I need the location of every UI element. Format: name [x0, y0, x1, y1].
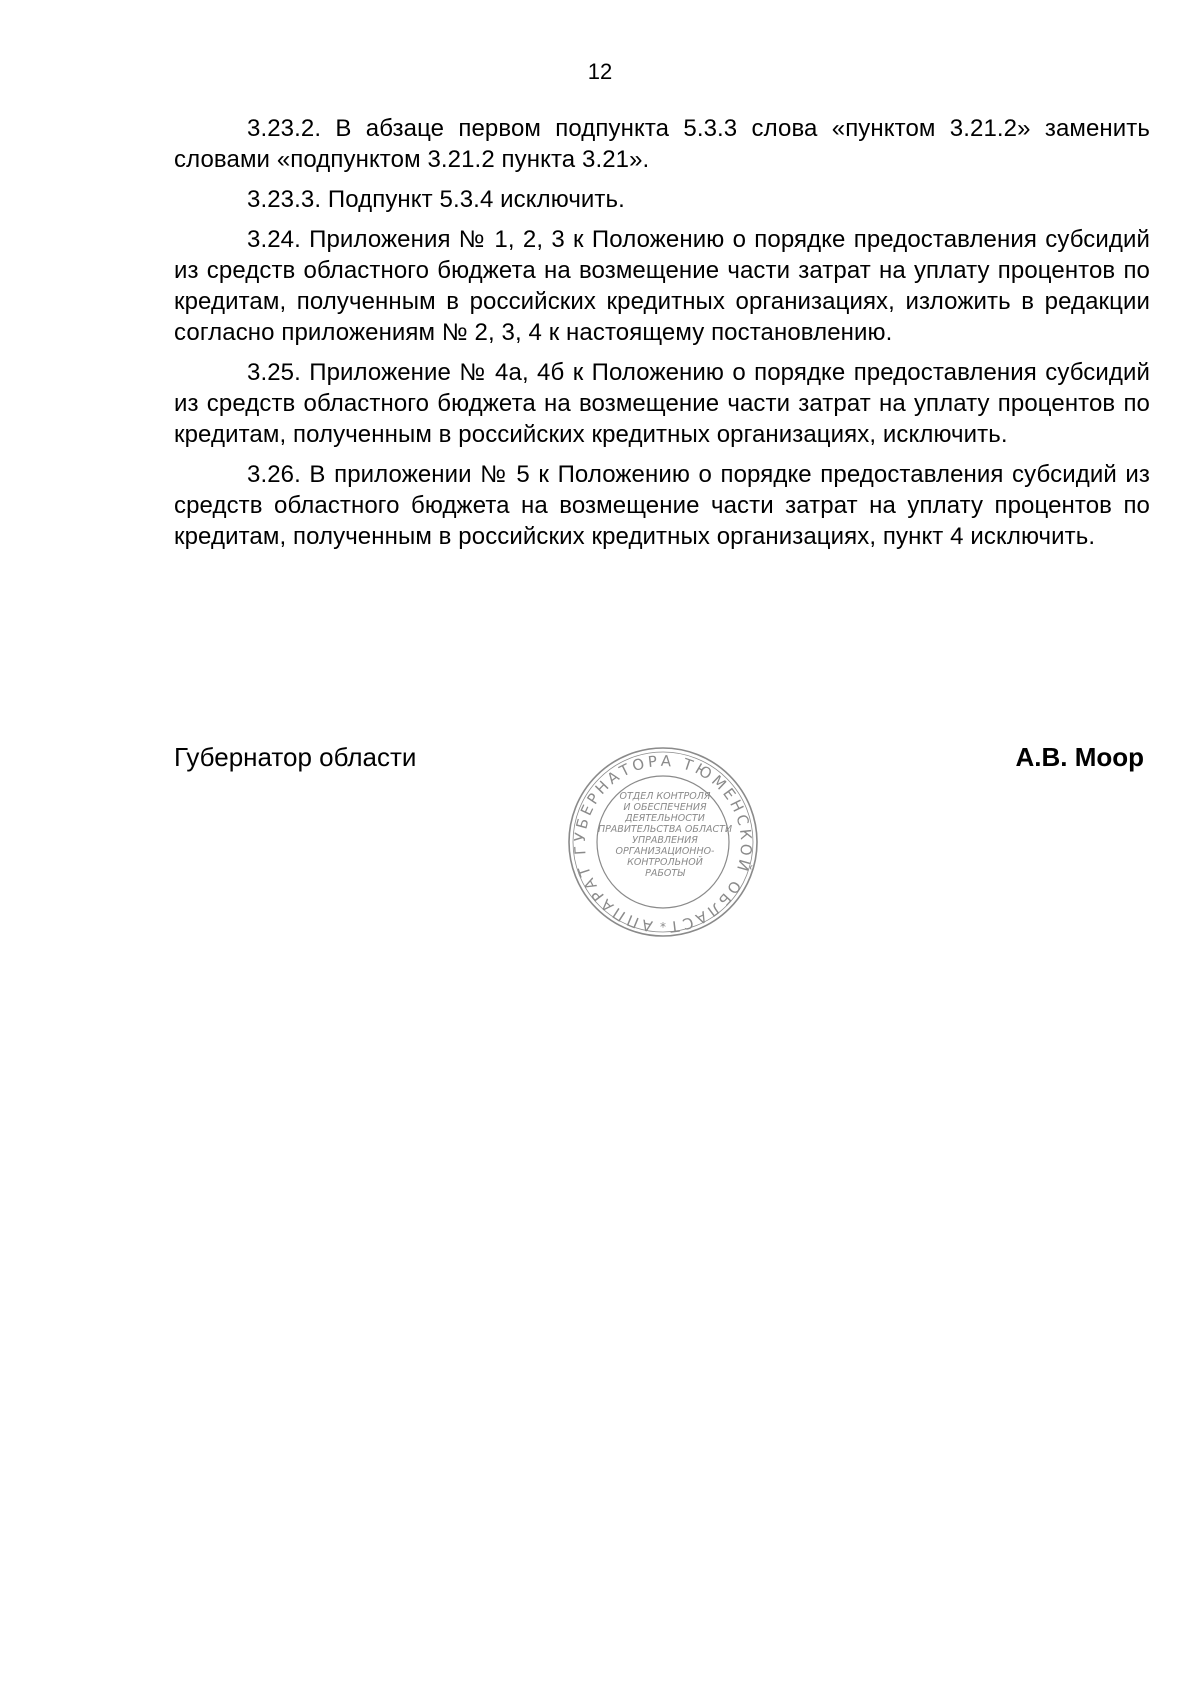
signer-name: А.В. Моор [1015, 742, 1144, 772]
seal-line-4: ПРАВИТЕЛЬСТВА ОБЛАСТИ [597, 824, 733, 835]
official-seal [566, 747, 760, 937]
signer-title: Губернатор области [174, 742, 417, 772]
paragraph-3-25: 3.25. Приложение № 4а, 4б к Положению о порядке предоставления субсидий из средств областного бюджета на возмещение части затрат на уплату процентов по кредитам, полученным в российских кредитных организациях, исключить. [174, 359, 1150, 448]
seal-line-6: ОРГАНИЗАЦИОННО- [615, 846, 715, 857]
paragraph-3-24: 3.24. Приложения № 1, 2, 3 к Положению о порядке предоставления субсидий из средств областного бюджета на возмещение части затрат на уплату процентов по кредитам, полученным в российских кредитных организациях, изложить в редакции согласно приложениям № 2, 3, 4 к настоящему постановлению. [174, 226, 1150, 346]
seal-line-3: ДЕЯТЕЛЬНОСТИ [625, 813, 705, 824]
seal-line-1: ОТДЕЛ КОНТРОЛЯ [619, 791, 711, 802]
seal-graphic [566, 747, 760, 937]
seal-line-2: И ОБЕСПЕЧЕНИЯ [623, 802, 707, 813]
seal-line-8: РАБОТЫ [645, 868, 685, 879]
paragraph-3-23-3: 3.23.3. Подпункт 5.3.4 исключить. [247, 186, 625, 213]
paragraph-3-23-2: 3.23.2. В абзаце первом подпункта 5.3.3 слова «пунктом 3.21.2» заменить словами «подпунктом 3.21.2 пункта 3.21». [174, 115, 1150, 173]
seal-outer-text: АППАРАТ ГУБЕРНАТОРА ТЮМЕНСКОЙ ОБЛАСТ [570, 751, 756, 937]
seal-line-7: КОНТРОЛЬНОЙ [627, 857, 703, 868]
seal-star: * [660, 920, 666, 934]
page-number: 12 [587, 59, 613, 84]
document-body [174, 113, 1150, 561]
seal-line-5: УПРАВЛЕНИЯ [632, 835, 698, 846]
paragraph-3-26: 3.26. В приложении № 5 к Положению о порядке предоставления субсидий из средств областного бюджета на возмещение части затрат на уплату процентов по кредитам, полученным в российских кредитных организациях, пункт 4 исключить. [174, 461, 1150, 550]
